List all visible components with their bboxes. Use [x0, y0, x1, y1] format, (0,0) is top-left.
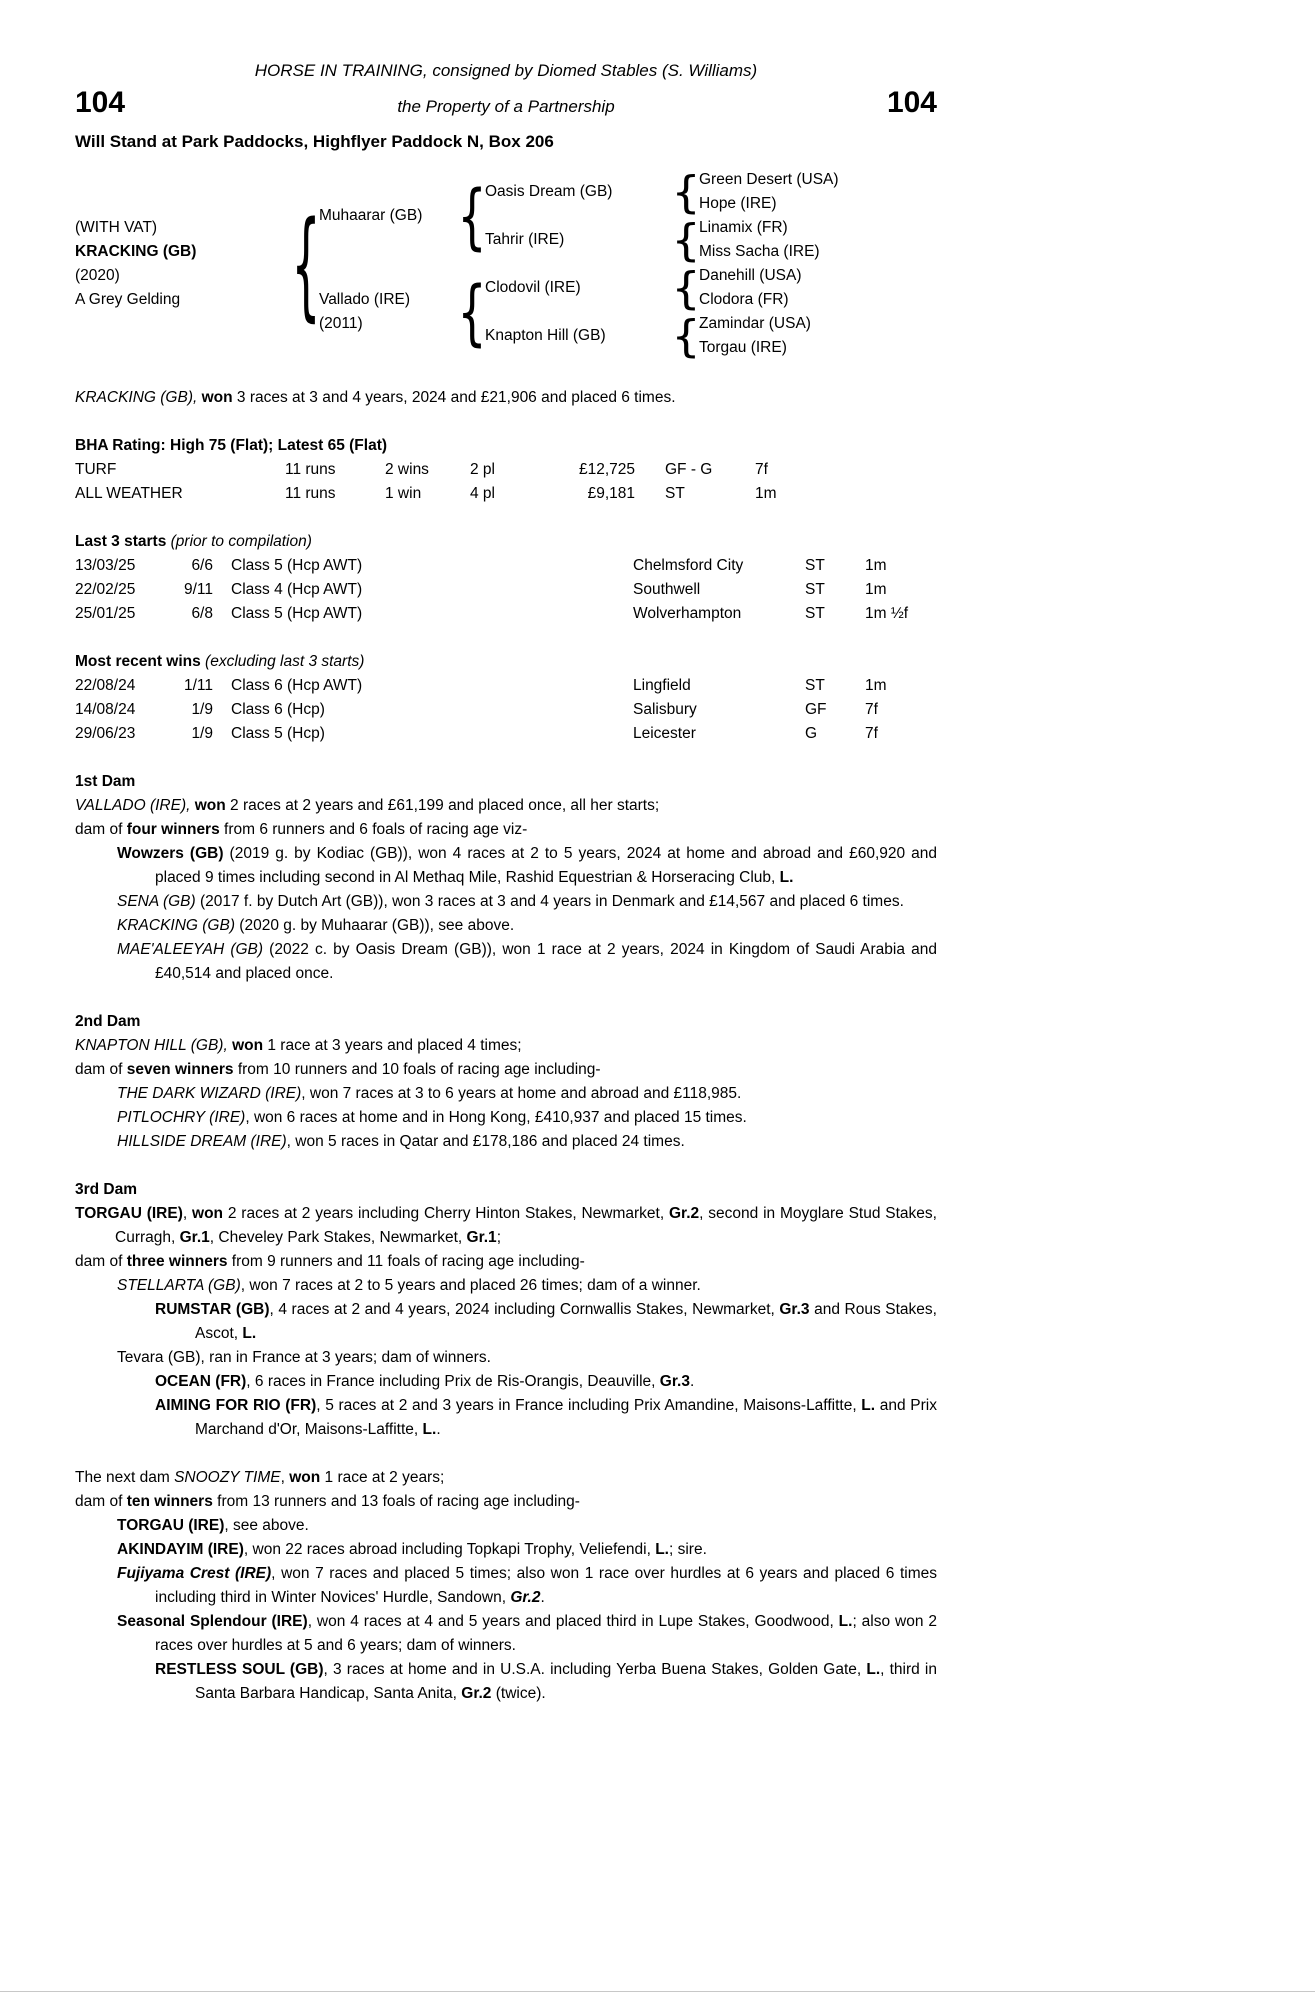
produce-record-aiming-for-rio	[75, 1394, 937, 1442]
text-segment: , third in Santa Barbara Handicap, Santa Anita,	[195, 1661, 937, 1702]
text-segment: from 9 runners and 11 foals of racing age including-	[227, 1253, 585, 1270]
text-segment: Gr.1	[466, 1229, 497, 1246]
text-segment: ; also won 2 races over hurdles at 5 and 6 years; dam of winners.	[155, 1613, 937, 1654]
last-3-starts-section	[75, 530, 937, 626]
text-segment: (prior to compilation)	[166, 533, 312, 550]
dam-sire-name: Clodovil (IRE)	[485, 279, 581, 296]
text-segment: ; sire.	[668, 1541, 707, 1558]
produce-record-pitlochry	[75, 1106, 937, 1130]
ancestor-name: Green Desert (USA)	[699, 171, 839, 188]
race-course: Lingfield	[633, 677, 691, 694]
first-dam-section	[75, 770, 937, 986]
race-class: Class 5 (Hcp AWT)	[231, 557, 363, 574]
pedigree-brace-sire-sire	[671, 166, 701, 218]
text-segment: L.	[779, 869, 794, 886]
race-class: Class 6 (Hcp AWT)	[231, 677, 363, 694]
last-3-starts-heading	[75, 530, 937, 554]
sire-sire-name: Oasis Dream (GB)	[485, 183, 613, 200]
text-segment: SENA (GB)	[117, 893, 196, 910]
pedigree-brace-sire-dam	[671, 214, 701, 266]
stats-row-all-weather	[75, 482, 937, 506]
race-course: Salisbury	[633, 701, 697, 718]
text-segment: Gr.2	[510, 1589, 541, 1606]
text-segment: won	[232, 1037, 264, 1054]
text-segment: won	[201, 389, 233, 406]
text-segment: won	[192, 1205, 224, 1222]
produce-record-maealeeyah	[75, 938, 937, 986]
text-segment: (2020 g. by Muhaarar (GB)), see above.	[234, 917, 515, 934]
race-course: Chelmsford City	[633, 557, 744, 574]
going-value: ST	[665, 485, 685, 502]
text-segment: SNOOZY TIME	[174, 1469, 281, 1486]
text-segment: , Cheveley Park Stakes, Newmarket,	[209, 1229, 467, 1246]
race-row	[75, 578, 937, 602]
brace-glyph: {	[671, 310, 701, 362]
produce-record-tevara	[75, 1346, 937, 1370]
text-segment: THE DARK WIZARD (IRE)	[117, 1085, 302, 1102]
third-dam-produce-line	[75, 1250, 937, 1274]
text-segment: Seasonal Splendour (IRE)	[117, 1613, 308, 1630]
text-segment: dam of	[75, 821, 127, 838]
earnings-value: £9,181	[587, 485, 635, 502]
ancestor-name: Linamix (FR)	[699, 219, 788, 236]
pedigree-subject	[75, 216, 293, 312]
text-segment: HILLSIDE DREAM (IRE)	[117, 1133, 287, 1150]
race-position: 1/9	[191, 701, 213, 718]
produce-record-kracking	[75, 914, 937, 938]
text-segment: 2 races at 2 years and £61,199 and placed once, all her starts;	[225, 797, 660, 814]
text-segment: 2 races at 2 years including Cherry Hinton Stakes, Newmarket,	[223, 1205, 669, 1222]
produce-record-seasonal-splendour	[75, 1610, 937, 1658]
race-date: 29/06/23	[75, 725, 136, 742]
text-segment: AKINDAYIM (IRE)	[117, 1541, 244, 1558]
text-segment: won	[289, 1469, 321, 1486]
text-segment: PITLOCHRY (IRE)	[117, 1109, 246, 1126]
text-segment: The next dam	[75, 1469, 175, 1486]
race-course: Leicester	[633, 725, 696, 742]
race-date: 22/08/24	[75, 677, 136, 694]
race-going: GF	[805, 701, 827, 718]
text-segment: Gr.2	[461, 1685, 492, 1702]
text-segment: Gr.2	[668, 1205, 700, 1222]
dam-name-block	[319, 288, 459, 336]
text-segment: ten winners	[126, 1493, 213, 1510]
text-segment: 1 race at 3 years and placed 4 times;	[263, 1037, 522, 1054]
distance-value: 1m	[755, 485, 777, 502]
horse-description: A Grey Gelding	[75, 291, 181, 308]
text-segment: Last 3 starts	[75, 533, 167, 550]
text-segment: , won 7 races and placed 5 times; also won 1 race over hurdles at 6 years and placed 6 times including third in Winter Novices' Hurdle, Sandown,	[155, 1565, 937, 1606]
race-row	[75, 722, 937, 746]
text-segment: , 5 races at 2 and 3 years in France including Prix Amandine, Maisons-Laffitte,	[316, 1397, 862, 1414]
second-dam-intro	[75, 1034, 937, 1058]
dam-dam-name: Knapton Hill (GB)	[485, 327, 606, 344]
text-segment: L.	[861, 1397, 876, 1414]
race-course: Southwell	[633, 581, 701, 598]
ancestor-name: Clodora (FR)	[699, 291, 789, 308]
text-segment: , won 22 races abroad including Topkapi Trophy, Veliefendi,	[243, 1541, 656, 1558]
race-class: Class 4 (Hcp AWT)	[231, 581, 363, 598]
third-dam-section	[75, 1178, 937, 1442]
places-value: 2 pl	[470, 461, 495, 478]
race-distance: 7f	[865, 725, 878, 742]
pedigree-brace-dam	[457, 270, 487, 354]
text-segment: VALLADO (IRE),	[75, 797, 191, 814]
brace-glyph: {	[291, 195, 321, 333]
ancestor-name: Hope (IRE)	[699, 195, 777, 212]
text-segment: Gr.3	[779, 1301, 810, 1318]
text-segment: (twice).	[491, 1685, 546, 1702]
text-segment: , second in Moyglare Stud Stakes, Curragh,	[115, 1205, 937, 1246]
text-segment: KRACKING (GB)	[117, 917, 235, 934]
runs-value: 11 runs	[285, 485, 336, 502]
produce-record-hillside-dream	[75, 1130, 937, 1154]
produce-record-wowzers	[75, 842, 937, 890]
race-distance: 1m	[865, 581, 887, 598]
vat-note: (WITH VAT)	[75, 219, 158, 236]
text-segment: RUMSTAR (GB)	[155, 1301, 270, 1318]
ancestor-name: Miss Sacha (IRE)	[699, 243, 820, 260]
race-date: 14/08/24	[75, 701, 136, 718]
going-value: GF - G	[665, 461, 713, 478]
race-position: 6/6	[191, 557, 213, 574]
next-dam-produce-line	[75, 1490, 937, 1514]
text-segment: Gr.3	[659, 1373, 690, 1390]
sire-sire-row	[485, 168, 839, 216]
text-segment: 3 races at 3 and 4 years, 2024 and £21,906 and placed 6 times.	[232, 389, 676, 406]
text-segment: (2019 g. by Kodiac (GB)), won 4 races at 2 to 5 years, 2024 at home and abroad and £60,920 and placed 9 times including second in Al Methaq Mile, Rashid Equestrian & Horseracing Club,	[155, 845, 937, 886]
race-going: ST	[805, 557, 825, 574]
bha-rating-heading: BHA Rating: High 75 (Flat); Latest 65 (Flat)	[75, 437, 388, 454]
text-segment: from 10 runners and 10 foals of racing age including-	[233, 1061, 601, 1078]
text-segment: L.	[866, 1661, 881, 1678]
text-segment: Gr.1	[179, 1229, 210, 1246]
sire-name: Muhaarar (GB)	[319, 207, 423, 224]
race-distance: 1m ½f	[865, 605, 909, 622]
race-position: 9/11	[183, 581, 213, 598]
produce-record-torgau	[75, 1514, 937, 1538]
race-going: G	[805, 725, 818, 742]
brace-glyph: {	[671, 214, 701, 266]
sire-sire-parents	[699, 168, 839, 216]
text-segment: KRACKING (GB),	[75, 389, 198, 406]
recent-wins-section	[75, 650, 937, 746]
earnings-value: £12,725	[578, 461, 635, 478]
dam-dam-parents	[699, 312, 811, 360]
text-segment: dam of	[75, 1061, 127, 1078]
race-distance: 7f	[865, 701, 878, 718]
text-segment: , won 6 races at home and in Hong Kong, £410,937 and placed 15 times.	[245, 1109, 747, 1126]
produce-record-stellarta	[75, 1274, 937, 1298]
race-going: ST	[805, 605, 825, 622]
third-dam-heading: 3rd Dam	[75, 1181, 138, 1198]
stats-row-turf	[75, 458, 937, 482]
text-segment: L.	[655, 1541, 669, 1558]
places-value: 4 pl	[470, 485, 495, 502]
text-segment: Wowzers (GB)	[117, 845, 224, 862]
text-segment: .	[540, 1589, 545, 1606]
sire-dam-name: Tahrir (IRE)	[485, 231, 565, 248]
text-segment: and Rous Stakes, Ascot,	[195, 1301, 937, 1342]
text-segment: KNAPTON HILL (GB),	[75, 1037, 228, 1054]
dam-ancestors	[485, 264, 811, 360]
pedigree-brace-sire	[457, 174, 487, 258]
race-going: ST	[805, 581, 825, 598]
text-segment: TORGAU (IRE)	[117, 1517, 225, 1534]
wins-value: 1 win	[385, 485, 422, 502]
next-dam-intro	[75, 1466, 937, 1490]
ancestor-name: Danehill (USA)	[699, 267, 802, 284]
third-dam-intro	[75, 1202, 937, 1250]
text-segment: dam of	[75, 1253, 127, 1270]
first-dam-intro	[75, 794, 937, 818]
text-segment: Most recent wins	[75, 653, 201, 670]
sire-dam-row	[485, 216, 839, 264]
text-segment: , see above.	[224, 1517, 309, 1534]
produce-record-sena	[75, 890, 937, 914]
produce-record-fujiyama-crest	[75, 1562, 937, 1610]
text-segment: ;	[496, 1229, 501, 1246]
text-segment: .	[436, 1421, 441, 1438]
brace-glyph: {	[671, 262, 701, 314]
text-segment: , won 7 races at 3 to 6 years at home and abroad and £118,985.	[301, 1085, 742, 1102]
text-segment: STELLARTA (GB)	[117, 1277, 241, 1294]
race-course: Wolverhampton	[633, 605, 742, 622]
text-segment: Fujiyama Crest (IRE)	[117, 1565, 272, 1582]
text-segment: Tevara (GB), ran in France at 3 years; dam of winners.	[117, 1349, 491, 1366]
text-segment: , won 7 races at 2 to 5 years and placed 26 times; dam of a winner.	[240, 1277, 701, 1294]
text-segment: four winners	[126, 821, 220, 838]
dam-name: Vallado (IRE)	[319, 291, 411, 308]
first-dam-heading: 1st Dam	[75, 773, 136, 790]
brace-glyph: {	[457, 174, 487, 258]
dam-dam-row	[485, 312, 811, 360]
sire-ancestors	[485, 168, 839, 264]
second-dam-heading: 2nd Dam	[75, 1013, 141, 1030]
race-position: 1/11	[183, 677, 213, 694]
produce-record-akindayim	[75, 1538, 937, 1562]
race-position: 1/9	[191, 725, 213, 742]
text-segment: L.	[242, 1325, 257, 1342]
text-segment: (2022 c. by Oasis Dream (GB)), won 1 race at 2 years, 2024 in Kingdom of Saudi Arabia and £40,514 and placed once.	[155, 941, 937, 982]
brace-glyph: {	[457, 270, 487, 354]
text-segment: from 13 runners and 13 foals of racing age including-	[212, 1493, 580, 1510]
dam-year: (2011)	[319, 315, 363, 332]
text-segment: (excluding last 3 starts)	[200, 653, 365, 670]
brace-glyph: {	[671, 166, 701, 218]
pedigree-gen2-column	[319, 168, 839, 360]
text-segment: (2017 f. by Dutch Art (GB)), won 3 races at 3 and 4 years in Denmark and £14,567 and placed 6 times.	[195, 893, 904, 910]
dam-row	[319, 264, 839, 360]
race-class: Class 5 (Hcp)	[231, 725, 325, 742]
second-dam-produce-line	[75, 1058, 937, 1082]
produce-record-the-dark-wizard	[75, 1082, 937, 1106]
race-date: 22/02/25	[75, 581, 136, 598]
pedigree-brace-gen1	[291, 195, 321, 333]
first-dam-produce-line	[75, 818, 937, 842]
recent-wins-heading	[75, 650, 937, 674]
ancestor-name: Zamindar (USA)	[699, 315, 811, 332]
text-segment: 1 race at 2 years;	[320, 1469, 445, 1486]
text-segment: RESTLESS SOUL (GB)	[155, 1661, 324, 1678]
dam-sire-parents	[699, 264, 802, 312]
text-segment: .	[689, 1373, 695, 1390]
race-going: ST	[805, 677, 825, 694]
surface-label: ALL WEATHER	[75, 485, 183, 502]
race-date: 25/01/25	[75, 605, 136, 622]
text-segment: , won 4 races at 4 and 5 years and placed third in Lupe Stakes, Goodwood,	[307, 1613, 839, 1630]
text-segment: L.	[838, 1613, 853, 1630]
race-record-summary	[75, 386, 937, 410]
second-dam-section	[75, 1010, 937, 1154]
race-row	[75, 602, 937, 626]
text-segment: AIMING FOR RIO (FR)	[155, 1397, 317, 1414]
lot-number-left: 104	[75, 86, 126, 119]
race-distance: 1m	[865, 557, 887, 574]
surface-label: TURF	[75, 461, 117, 478]
horse-year: (2020)	[75, 267, 120, 284]
text-segment: , 4 races at 2 and 4 years, 2024 including Cornwallis Stakes, Newmarket,	[269, 1301, 780, 1318]
text-segment: and Prix Marchand d'Or, Maisons-Laffitte,	[195, 1397, 937, 1438]
wins-value: 2 wins	[385, 461, 429, 478]
consignor-line: HORSE IN TRAINING, consigned by Diomed Stables (S. Williams)	[254, 61, 758, 80]
text-segment: dam of	[75, 1493, 127, 1510]
race-row	[75, 698, 937, 722]
race-date: 13/03/25	[75, 557, 136, 574]
race-position: 6/8	[191, 605, 213, 622]
race-row	[75, 554, 937, 578]
text-segment: ,	[280, 1469, 290, 1486]
text-segment: MAE'ALEEYAH (GB)	[117, 941, 264, 958]
text-segment: seven winners	[126, 1061, 234, 1078]
race-distance: 1m	[865, 677, 887, 694]
lot-row	[75, 86, 937, 120]
bha-rating-section	[75, 434, 937, 506]
property-line: the Property of a Partnership	[397, 97, 615, 116]
text-segment: TORGAU (IRE)	[75, 1205, 183, 1222]
produce-record-ocean	[75, 1370, 937, 1394]
stand-line: Will Stand at Park Paddocks, Highflyer Paddock N, Box 206	[75, 132, 554, 151]
race-class: Class 5 (Hcp AWT)	[231, 605, 363, 622]
runs-value: 11 runs	[285, 461, 336, 478]
text-segment: , won 5 races in Qatar and £178,186 and placed 24 times.	[286, 1133, 685, 1150]
produce-record-rumstar	[75, 1298, 937, 1346]
dam-sire-row	[485, 264, 811, 312]
text-segment: OCEAN (FR)	[155, 1373, 247, 1390]
pedigree-brace-dam-dam	[671, 310, 701, 362]
pedigree-brace-dam-sire	[671, 262, 701, 314]
text-segment: won	[194, 797, 226, 814]
pedigree-table	[75, 168, 937, 360]
text-segment: from 6 runners and 6 foals of racing age viz-	[219, 821, 528, 838]
horse-name: KRACKING (GB)	[75, 243, 197, 260]
distance-value: 7f	[755, 461, 768, 478]
sire-dam-parents	[699, 216, 820, 264]
page-edge-line	[0, 1991, 1315, 1992]
lot-number-right: 104	[886, 86, 937, 119]
text-segment: L.	[422, 1421, 437, 1438]
race-row	[75, 674, 937, 698]
text-segment: ,	[182, 1205, 193, 1222]
ancestor-name: Torgau (IRE)	[699, 339, 787, 356]
next-dam-section	[75, 1466, 937, 1706]
text-segment: , 6 races in France including Prix de Ris-Orangis, Deauville,	[246, 1373, 660, 1390]
race-class: Class 6 (Hcp)	[231, 701, 325, 718]
text-segment: three winners	[126, 1253, 228, 1270]
sire-row	[319, 168, 839, 264]
text-segment: , 3 races at home and in U.S.A. including Yerba Buena Stakes, Golden Gate,	[323, 1661, 867, 1678]
page-content	[75, 58, 937, 1706]
produce-record-restless-soul	[75, 1658, 937, 1706]
